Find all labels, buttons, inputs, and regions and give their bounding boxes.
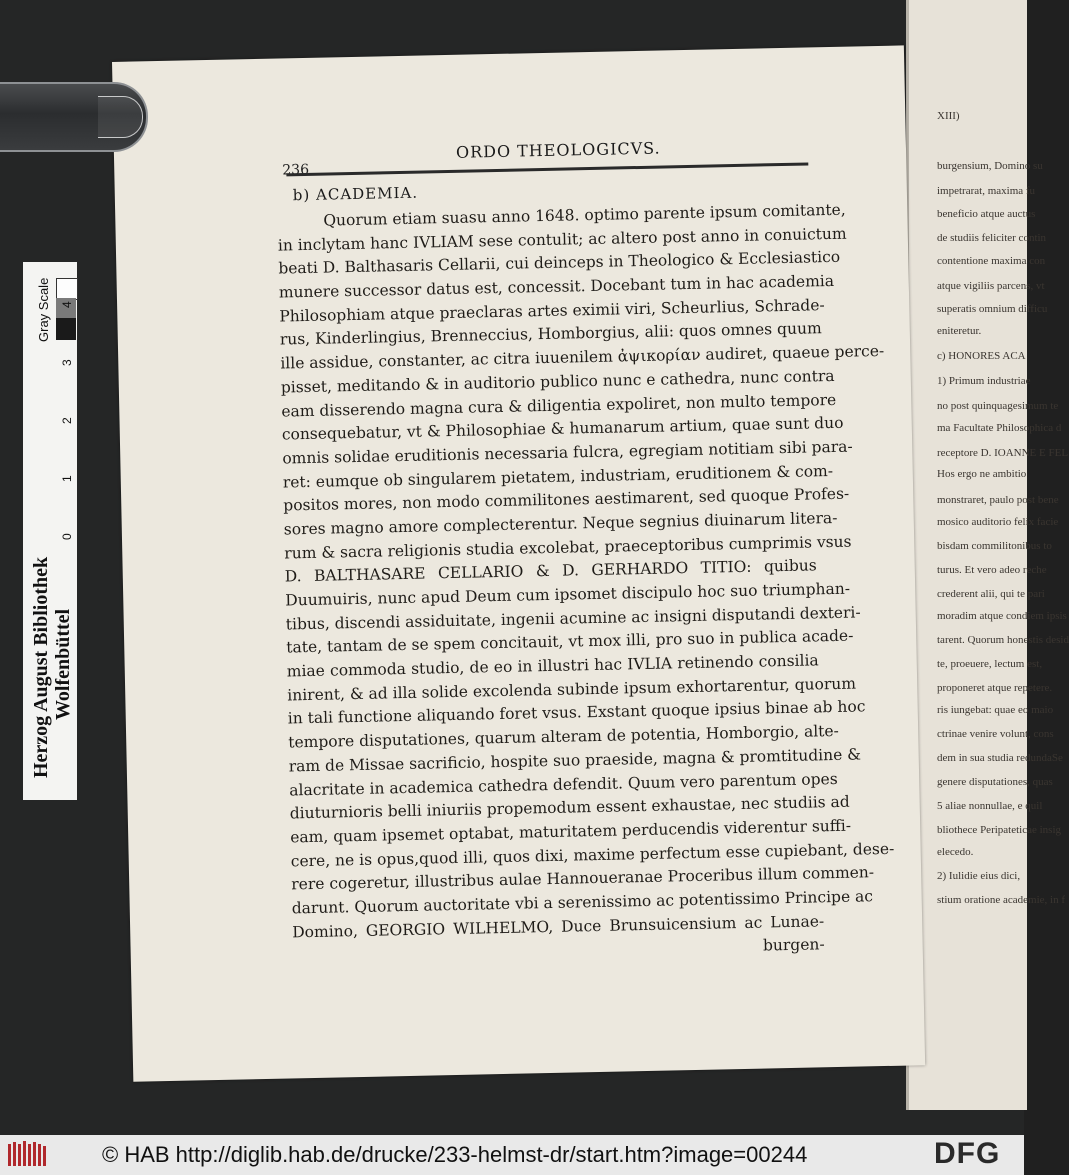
book-page <box>112 45 925 1081</box>
page-clip-tip <box>98 96 143 138</box>
library-city: Wolfenbüttel <box>52 608 74 720</box>
text-line: tempore disputationes, quarum alteram de potentia, Homborgio, alte- <box>288 722 840 752</box>
text-line: rus, Kinderlingius, Brenneccius, Homborgius, alii: quos omnes quum <box>279 319 822 349</box>
text-line: tibus, discendi assiduitate, ingenii acumine ac insigni disputandi dexteri- <box>285 603 861 634</box>
text-line: eam disserendo magna cura & diligentia expoliret, non multo tempore <box>281 390 837 421</box>
facing-page-line: eniteretur. <box>937 325 982 337</box>
text-line: miae commoda studio, de eo in illustri hac IVLIA retinendo consilia <box>286 651 819 681</box>
facing-page-line: ctrinae venire volunt, cons <box>937 728 1054 740</box>
text-line: ret: eumque ob singularem pietatem, industriam, eruditionem & com- <box>282 461 834 492</box>
facing-page-line: 1) Primum industriae <box>937 375 1031 387</box>
copyright-url-text: © HAB http://diglib.hab.de/drucke/233-helmst-dr/start.htm?image=00244 <box>102 1142 808 1167</box>
ruler-numbers: 0 1 2 3 4 <box>60 277 74 540</box>
dfg-logo: DFG <box>934 1137 1001 1170</box>
facing-page-line: XIII) <box>937 110 960 122</box>
gray-scale-label: Gray Scale <box>36 277 51 342</box>
facing-page-line: 2) Iulidie eius dici, <box>937 870 1021 882</box>
text-line: rere cogeretur, illustribus aulae Hannoueranae Proceribus illum commen- <box>291 863 875 894</box>
facing-page-line: stium oratione academie, in f <box>937 894 1065 906</box>
facing-page-line: atque vigiliis parcens, vt <box>937 280 1045 292</box>
text-line: eam, quam ipsemet optabat, maturitatem perducendis viderentur suffi- <box>290 816 852 847</box>
facing-page-line: no post quinquagesimum te <box>937 400 1059 412</box>
text-line: consequebatur, vt & Philosophiae & humanarum artium, quae sunt duo <box>281 413 844 444</box>
text-line: ram de Missae sacrificio, hospite suo praeside, magna & promtitudine & <box>288 745 862 776</box>
facing-page-line: crederent alii, qui te pari <box>937 588 1045 600</box>
facing-page-line: beneficio atque auctus <box>937 208 1036 220</box>
text-line: D. BALTHASARE CELLARIO & D. GERHARDO TITIO: quibus <box>284 556 817 586</box>
facing-page-line: bliothece Peripateticae insig <box>937 824 1062 836</box>
facing-page-line: moradim atque condiem ipsis <box>937 610 1067 622</box>
facing-page-line: c) HONORES ACA <box>937 350 1026 362</box>
text-line: Domino, GEORGIO WILHELMO, Duce Brunsuicensium ac Lunae- <box>292 911 825 942</box>
facing-page-line: bisdam commilitonibus to <box>937 540 1052 552</box>
header-rule <box>286 162 808 176</box>
text-line: in tali functione aliquando foret vsus. Exstant quoque ipsius binae ab hoc <box>287 697 866 728</box>
text-line: darunt. Quorum auctoritate vbi a serenissimo ac potentissimo Principe ac <box>291 887 874 918</box>
facing-page-line: ris iungebat: quae eo maio <box>937 704 1054 716</box>
facing-page-line: tarent. Quorum honestis desid <box>937 634 1069 646</box>
facing-page-line: impetrarat, maxima fu <box>937 185 1036 197</box>
facing-page-line: 5 aliae nonnullae, e quil <box>937 800 1043 812</box>
facing-page-line: receptore D. IOANNE E FEL <box>937 447 1069 459</box>
hab-logo-icon <box>6 1140 48 1168</box>
text-line: omnis solidae eruditionis necessaria fulcra, egregiam notitiam sibi para- <box>282 437 853 468</box>
text-line: beati D. Balthasaris Cellarii, cui deinceps in Theologico & Ecclesiastico <box>278 248 841 278</box>
text-line: diuturnioris belli iniuriis propemodum essent exhaustae, nec studiis ad <box>289 792 850 823</box>
facing-page-line: turus. Et vero adeo reche <box>937 564 1047 576</box>
text-line: pisset, meditando & in auditorio publico nunc e cathedra, nunc contra <box>280 366 835 397</box>
facing-page-line: proponeret atque repetere. <box>937 682 1053 694</box>
text-line: ille assidue, constanter, ac citra iuuenilem ἀψικορίαν audiret, quaeue perce- <box>280 342 885 373</box>
library-name: Herzog August Bibliothek <box>30 556 52 778</box>
text-line: Duumuiris, nunc apud Deum cum ipsomet discipulo hoc suo triumphan- <box>285 579 851 610</box>
facing-page-line: monstraret, paulo post bene <box>937 494 1059 506</box>
body-text <box>277 199 895 968</box>
text-line: rum & sacra religionis studia excolebat, praeceptoribus cumprimis vsus <box>284 532 852 563</box>
facing-page-line: burgensium, Domino su <box>937 160 1043 172</box>
page-number: 236 <box>282 161 310 179</box>
text-line: cere, ne is opus,quod illi, quos dixi, maxime perfectum esse cupiebant, dese- <box>290 839 895 870</box>
facing-page-line: de studiis feliciter contin <box>937 232 1047 244</box>
text-line: tate, tantam de se spem concitauit, vt mox illi, pro suo in publica acade- <box>286 626 854 657</box>
text-line: positos mores, non modo commilitones aestimarent, sed quoque Profes- <box>283 484 850 515</box>
facing-page-line: dem in sua studia redundaSe <box>937 752 1063 764</box>
facing-page-fragment <box>906 0 1069 1110</box>
facing-page-line: Hos ergo ne ambitio <box>937 468 1027 480</box>
text-line: in inclytam hanc IVLIAM sese contulit; ac altero post anno in conuictum <box>277 224 847 255</box>
section-heading: b) ACADEMIA. <box>292 183 419 205</box>
facing-page-line: te, proeuere, lectum est, <box>937 658 1043 670</box>
text-line: Philosophiam atque praeclaras artes eximii viri, Scheurlius, Schrade- <box>279 295 825 326</box>
facing-page-line: mosico auditorio felix facie <box>937 516 1059 528</box>
text-line: inirent, & ad illa solide excolenda subinde ipsum exhortarentur, quorum <box>287 674 857 705</box>
text-line: Quorum etiam suasu anno 1648. optimo parente ipsum comitante, <box>323 200 846 230</box>
running-head: ORDO THEOLOGICVS. <box>455 138 661 162</box>
text-line: alacritate in academica cathedra defendit. Quum vero parentum opes <box>289 769 838 799</box>
text-line: munere successor datus est, concessit. Docebant tum in hac academia <box>278 271 835 302</box>
facing-page-line: contentione maxima con <box>937 255 1046 267</box>
facing-page-line: ma Facultate Philosophica d <box>937 422 1062 434</box>
text-line: sores magno amore complecterentur. Neque segnius diuinarum litera- <box>283 508 838 539</box>
facing-page-line: elecedo. <box>937 846 974 858</box>
text-line: burgen- <box>762 935 825 955</box>
facing-page-line: superatis omnium difficu <box>937 303 1048 315</box>
facing-page-line: genere disputationes, quas <box>937 776 1053 788</box>
